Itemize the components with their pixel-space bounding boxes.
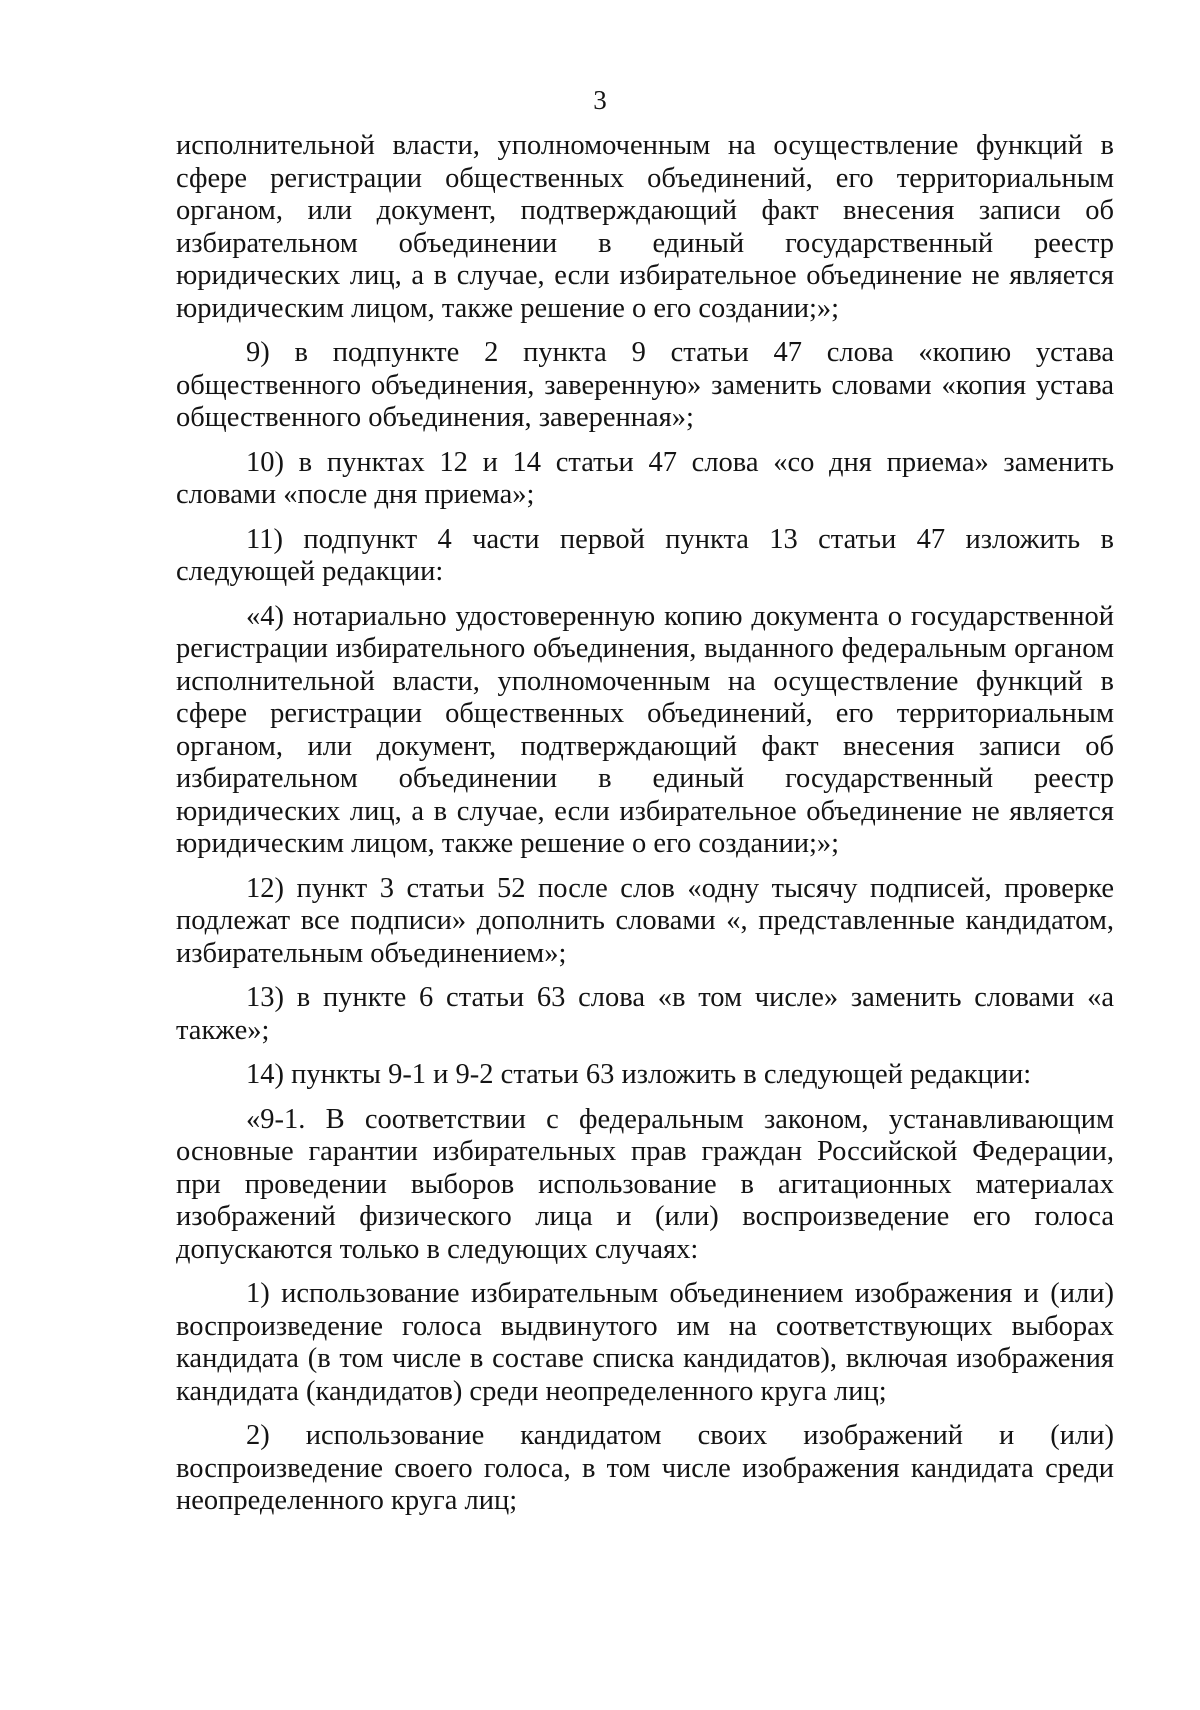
paragraph-item-12: 12) пункт 3 статьи 52 после слов «одну тысячу подписей, проверке подлежат все подписи» дополнить словами «, представленные кандидатом, избирательным объединением»;	[176, 872, 1114, 969]
paragraph-item-11: 11) подпункт 4 части первой пункта 13 статьи 47 изложить в следующей редакции:	[176, 523, 1114, 587]
document-body	[176, 130, 1114, 1530]
paragraph-item-14: 14) пункты 9-1 и 9-2 статьи 63 изложить в следующей редакции:	[246, 1059, 1032, 1090]
paragraph-item-10: 10) в пунктах 12 и 14 статьи 47 слова «со дня приема» заменить словами «после дня приема»;	[176, 446, 1114, 510]
paragraph-subitem-1: 1) использование избирательным объединением изображения и (или) воспроизведение голоса выдвинутого им на соответствующих выборах кандидата (в том числе в составе списка кандидатов), включая изображения кандидата (кандидатов) среди неопределенного круга лиц;	[176, 1278, 1114, 1407]
page-number: 3	[593, 85, 607, 115]
paragraph-continuation: исполнительной власти, уполномоченным на осуществление функций в сфере регистрации общественных объединений, его территориальным органом, или документ, подтверждающий факт внесения записи об избирательном объединении в единый государственный реестр юридических лиц, а в случае, если избирательное объединение не является юридическим лицом, также решение о его создании;»;	[176, 130, 1114, 324]
paragraph-item-13: 13) в пункте 6 статьи 63 слова «в том числе» заменить словами «а также»;	[176, 982, 1114, 1046]
paragraph-quote-9-1: «9-1. В соответствии с федеральным законом, устанавливающим основные гарантии избирательных прав граждан Российской Федерации, при проведении выборов использование в агитационных материалах изображений физического лица и (или) воспроизведение его голоса допускаются только в следующих случаях:	[176, 1103, 1114, 1265]
paragraph-quote-subitem-4: «4) нотариально удостоверенную копию документа о государственной регистрации избирательного объединения, выданного федеральным органом исполнительной власти, уполномоченным на осуществление функций в сфере регистрации общественных объединений, его территориальным органом, или документ, подтверждающий факт внесения записи об избирательном объединении в единый государственный реестр юридических лиц, а в случае, если избирательное объединение не является юридическим лицом, также решение о его создании;»;	[176, 600, 1114, 859]
paragraph-item-9: 9) в подпункте 2 пункта 9 статьи 47 слова «копию устава общественного объединения, заверенную» заменить словами «копия устава общественного объединения, заверенная»;	[176, 337, 1114, 433]
paragraph-subitem-2: 2) использование кандидатом своих изображений и (или) воспроизведение своего голоса, в том числе изображения кандидата среди неопределенного круга лиц;	[176, 1420, 1114, 1516]
